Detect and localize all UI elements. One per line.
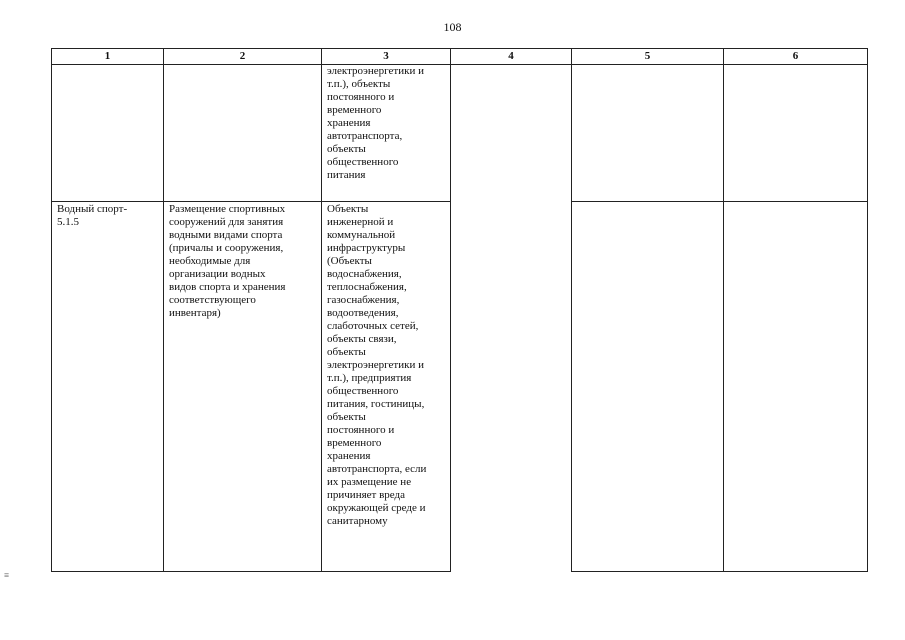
cell-type-name: Водный спорт- 5.1.5: [52, 202, 164, 572]
cell-column-5: [572, 202, 724, 572]
land-use-table: [51, 48, 868, 572]
column-header-2: 2: [164, 49, 322, 65]
margin-mark: ≡: [4, 570, 10, 580]
column-header-1: 1: [52, 49, 164, 65]
cell-auxiliary-uses: электроэнергетики и т.п.), объекты постоянного и временного хранения автотранспорта, объекты общественного питания: [322, 65, 451, 202]
cell-column-6: [724, 65, 868, 202]
column-header-6: 6: [724, 49, 868, 65]
table-row-continuation: [52, 65, 868, 202]
column-header-5: 5: [572, 49, 724, 65]
page-number: 108: [443, 20, 462, 34]
cell-auxiliary-uses: Объекты инженерной и коммунальной инфраструктуры (Объекты водоснабжения, теплоснабжения, газоснабжения, водоотведения, слаботочных сетей, объекты связи, объекты электроэнергетики и т.п.), предприятия общественного питания, гостиницы, объекты постоянного и временного хранения автотранспорта, если их размещение не причиняет вреда окружающей среде и санитарному: [322, 202, 451, 572]
cell-type-name: [52, 65, 164, 202]
table-header-row: [52, 49, 868, 65]
column-header-4: 4: [451, 49, 572, 65]
cell-column-4: [451, 65, 572, 572]
column-header-3: 3: [322, 49, 451, 65]
cell-column-5: [572, 65, 724, 202]
cell-description: Размещение спортивных сооружений для занятия водными видами спорта (причалы и сооружения, необходимые для организации водных видов спорта и хранения соответствующего инвентаря): [164, 202, 322, 572]
cell-column-6: [724, 202, 868, 572]
cell-description: [164, 65, 322, 202]
